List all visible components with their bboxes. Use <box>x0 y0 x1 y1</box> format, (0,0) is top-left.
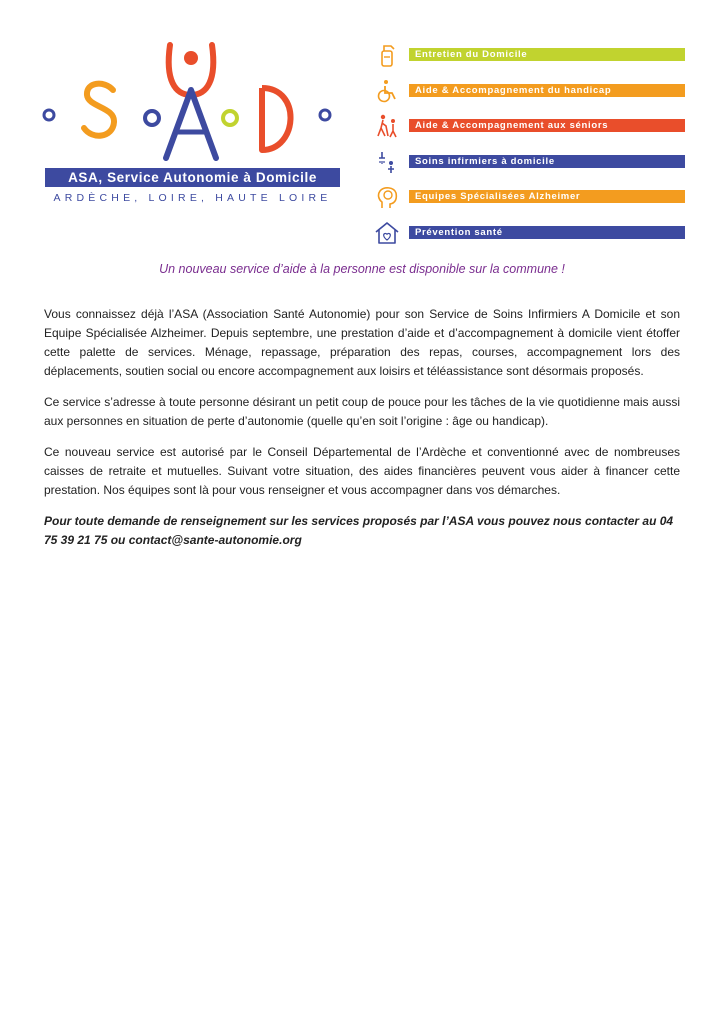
headline: Un nouveau service d’aide à la personne est disponible sur la commune ! <box>159 262 565 276</box>
head-brain-icon <box>374 184 400 210</box>
logo-banner-title: ASA, Service Autonomie à Domicile <box>45 168 340 187</box>
contact-paragraph: Pour toute demande de renseignement sur les services proposés par l’ASA vous pouvez nous contacter au 04 75 39 21 75 ou contact@sante-autonomie.org <box>44 514 674 547</box>
senior-walking-icon <box>374 113 400 139</box>
paragraph: Ce nouveau service est autorisé par le Conseil Départemental de l’Ardèche et conventionné avec de nombreuses caisses de retraite et mutuelles. Suivant votre situation, des aides financières peuvent vous aider à financer cette prestation. Nos équipes sont là pour vous renseigner et vous accompagner dans vos démarches. <box>44 445 680 497</box>
service-label-seniors: Aide & Accompagnement aux séniors <box>409 119 685 132</box>
wheelchair-icon <box>374 78 400 104</box>
service-label-handicap: Aide & Accompagnement du handicap <box>409 84 685 97</box>
service-item-handicap <box>372 78 686 114</box>
service-item-alzheimer <box>372 184 686 220</box>
service-label-prevention: Prévention santé <box>409 226 685 239</box>
article-body <box>44 305 680 562</box>
services-list <box>372 42 686 255</box>
service-item-seniors <box>372 113 686 149</box>
spray-bottle-icon <box>374 42 400 68</box>
shower-icon <box>374 149 400 175</box>
service-label-soins: Soins infirmiers à domicile <box>409 155 685 168</box>
service-label-entretien: Entretien du Domicile <box>409 48 685 61</box>
service-item-soins <box>372 149 686 185</box>
service-label-alzheimer: Equipes Spécialisées Alzheimer <box>409 190 685 203</box>
service-item-prevention <box>372 220 686 256</box>
paragraph: Ce service s’adresse à toute personne désirant un petit coup de pouce pour les tâches de la vie quotidienne mais aussi aux personnes en situation de perte d’autonomie (quelle qu’en soit l’origine : âge ou handicap). <box>44 395 680 428</box>
paragraph: Vous connaissez déjà l’ASA (Association Santé Autonomie) pour son Service de Soins Infirmiers A Domicile et son Equipe Spécialisée Alzheimer. Depuis septembre, une prestation d’aide et d’accompagnement à domicile vient étoffer cette palette de services. Ménage, repassage, préparation des repas, courses, accompagnement lors des déplacements, soutien social ou encore accompagnement aux loisirs et téléassistance sont désormais proposés. <box>44 307 680 378</box>
service-item-entretien <box>372 42 686 78</box>
asa-logo <box>40 40 345 210</box>
house-heart-icon <box>374 220 400 246</box>
sad-logo-mark <box>40 40 345 165</box>
logo-region-text: ARDÈCHE, LOIRE, HAUTE LOIRE <box>53 192 332 204</box>
